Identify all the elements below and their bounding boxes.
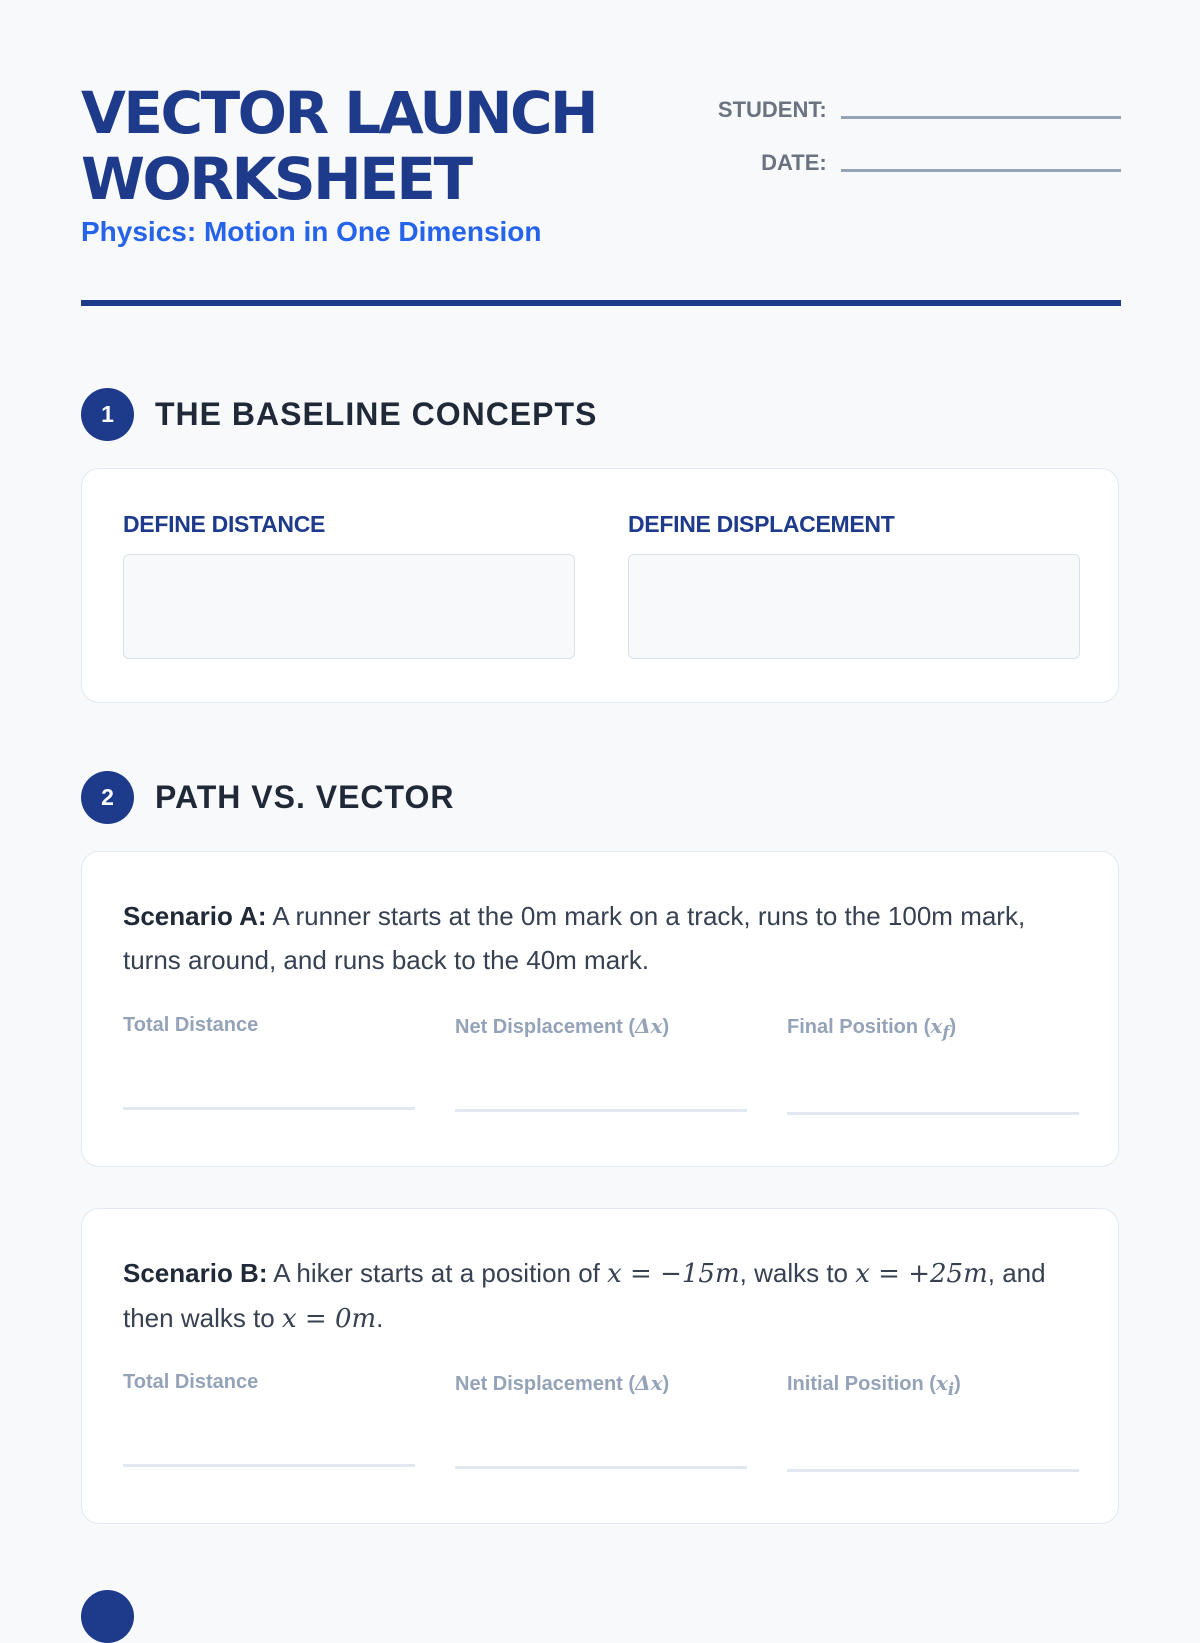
title-line-1: VECTOR LAUNCH bbox=[81, 79, 597, 147]
scenario-b-net-displacement bbox=[455, 1371, 747, 1469]
section-3-number-badge bbox=[81, 1590, 134, 1643]
define-distance-input[interactable] bbox=[123, 554, 575, 659]
scenario-a-net-displacement-input[interactable] bbox=[455, 1109, 747, 1112]
scenario-a-card bbox=[81, 851, 1119, 1167]
scenario-b-net-displacement-label: Net Displacement (Δx) bbox=[455, 1371, 670, 1395]
define-displacement-label: DEFINE DISPLACEMENT bbox=[628, 511, 895, 537]
scenario-b-initial-position bbox=[787, 1371, 1079, 1472]
define-distance-block bbox=[123, 511, 575, 659]
header bbox=[81, 0, 1121, 305]
section-2-title: PATH VS. VECTOR bbox=[155, 779, 455, 815]
date-row bbox=[641, 136, 1121, 189]
worksheet-page bbox=[81, 0, 1121, 1399]
scenario-a-net-displacement bbox=[455, 1014, 747, 1112]
scenario-a-total-distance-label: Total Distance bbox=[123, 1014, 259, 1036]
scenario-a-final-position bbox=[787, 1014, 1079, 1115]
scenario-b-mid-position: x = +25m bbox=[855, 1259, 988, 1289]
scenario-b-total-distance bbox=[123, 1371, 415, 1467]
student-label: STUDENT: bbox=[717, 96, 827, 122]
scenario-a-final-position-label: Final Position $(x_f)$ bbox=[787, 1014, 957, 1042]
define-distance-label: DEFINE DISTANCE bbox=[123, 511, 326, 537]
scenario-b-text: Scenario B: A hiker starts at a position of x = −15m, walks to x = +25m, and then walks to x = 0m. bbox=[123, 1258, 1046, 1334]
student-row bbox=[641, 83, 1121, 136]
scenario-a-description: A runner starts at the 0m mark on a track, runs to the 100m mark, turns around, and runs back to the 40m mark. bbox=[123, 901, 1026, 975]
title-line-2: WORKSHEET bbox=[81, 145, 471, 213]
scenario-b-net-displacement-input[interactable] bbox=[455, 1466, 747, 1469]
date-field[interactable] bbox=[841, 169, 1121, 172]
scenario-b-start-position: x = −15m bbox=[607, 1259, 740, 1289]
scenario-a-net-displacement-label: Net Displacement (Δx) bbox=[455, 1014, 670, 1038]
header-divider bbox=[81, 300, 1121, 306]
scenario-a-text bbox=[123, 894, 1083, 982]
section-1-title: THE BASELINE CONCEPTS bbox=[155, 396, 598, 432]
scenario-b-initial-position-label: Initial Position $(x_i)$ bbox=[787, 1371, 961, 1399]
scenario-a-total-distance-input[interactable] bbox=[123, 1107, 415, 1110]
scenario-b-total-distance-label: Total Distance bbox=[123, 1371, 259, 1393]
student-name-field[interactable] bbox=[841, 116, 1121, 119]
baseline-concepts-card bbox=[81, 468, 1119, 703]
scenario-a-total-distance bbox=[123, 1014, 415, 1110]
scenario-a-label: Scenario A: bbox=[123, 901, 267, 931]
section-2-number-badge: 2 bbox=[81, 771, 134, 824]
scenario-b-initial-position-input[interactable] bbox=[787, 1469, 1079, 1472]
scenario-b-total-distance-input[interactable] bbox=[123, 1464, 415, 1467]
scenario-b-label: Scenario B: bbox=[123, 1258, 268, 1288]
section-1-number-badge: 1 bbox=[81, 388, 134, 441]
date-label: DATE: bbox=[761, 149, 827, 175]
define-displacement-input[interactable] bbox=[628, 554, 1080, 659]
page-title bbox=[81, 80, 641, 212]
scenario-b-card bbox=[81, 1208, 1119, 1524]
scenario-b-end-position: x = 0m bbox=[281, 1304, 377, 1334]
section-2-heading bbox=[81, 771, 454, 824]
section-1-heading bbox=[81, 388, 597, 441]
define-displacement-block bbox=[628, 511, 1080, 659]
student-info bbox=[641, 83, 1121, 189]
page-subtitle: Physics: Motion in One Dimension bbox=[81, 216, 542, 247]
scenario-a-final-position-input[interactable] bbox=[787, 1112, 1079, 1115]
